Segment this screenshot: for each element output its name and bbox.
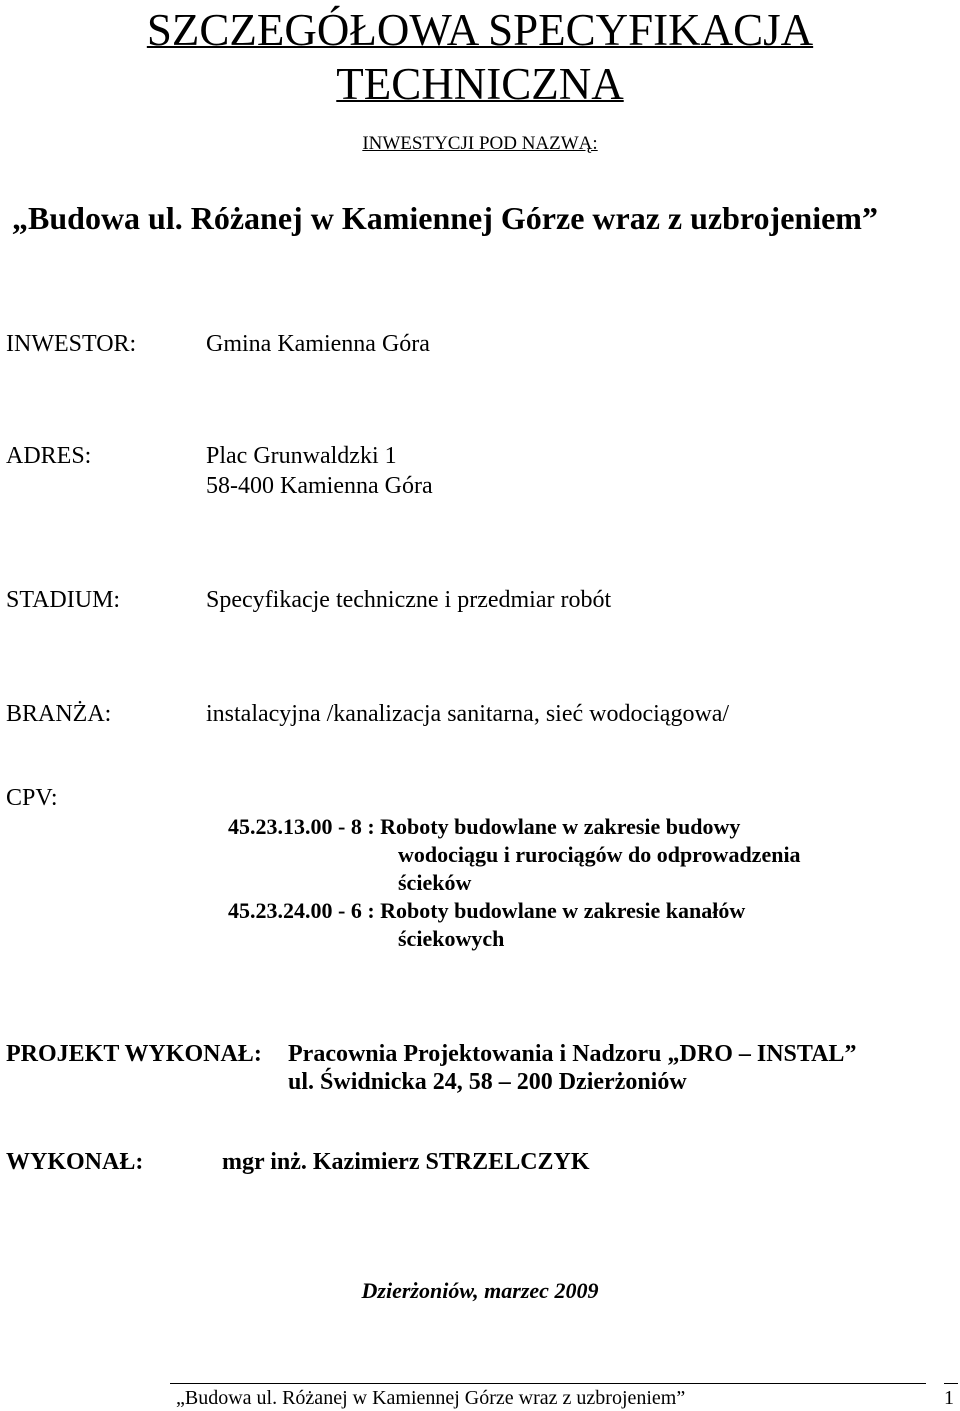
branch-value: instalacyjna /kanalizacja sanitarna, sieć wodociągowa/ (206, 701, 730, 727)
project-line2: ul. Świdnicka 24, 58 – 200 Dzierżoniów (288, 1069, 687, 1095)
project-line1: Pracownia Projektowania i Nadzoru „DRO – INSTAL” (288, 1041, 857, 1067)
cpv-entry-1-line1: 45.23.13.00 - 8 : Roboty budowlane w zakresie budowy (228, 814, 741, 839)
footer-rule (170, 1383, 926, 1384)
page-number-rule (944, 1383, 958, 1384)
address-line1: Plac Grunwaldzki 1 (206, 443, 397, 469)
cpv-label: CPV: (6, 785, 58, 811)
author-label: WYKONAŁ: (6, 1149, 144, 1175)
cpv-entry-1-line3: ścieków (398, 870, 472, 895)
project-label: PROJEKT WYKONAŁ: (6, 1041, 262, 1067)
document-title-line1: SZCZEGÓŁOWA SPECYFIKACJA (146, 5, 814, 55)
stage-value: Specyfikacje techniczne i przedmiar robót (206, 587, 612, 613)
stage-label: STADIUM: (6, 587, 121, 613)
cpv-entry-2-line2: ściekowych (398, 926, 505, 951)
document-subtitle: INWESTYCJI POD NAZWĄ: (362, 133, 598, 154)
investment-name: „Budowa ul. Różanej w Kamiennej Górze wraz z uzbrojeniem” (12, 200, 878, 236)
investor-label: INWESTOR: (6, 331, 137, 357)
cpv-entry-1-line2: wodociągu i rurociągów do odprowadzenia (398, 842, 801, 867)
address-line2: 58-400 Kamienna Góra (206, 473, 433, 499)
author-value: mgr inż. Kazimierz STRZELCZYK (222, 1149, 590, 1175)
address-label: ADRES: (6, 443, 92, 469)
cpv-entry-2-line1: 45.23.24.00 - 6 : Roboty budowlane w zakresie kanałów (228, 898, 746, 923)
footer-text: „Budowa ul. Różanej w Kamiennej Górze wraz z uzbrojeniem” (176, 1387, 686, 1409)
document-title-line2: TECHNICZNA (336, 59, 624, 109)
investor-value: Gmina Kamienna Góra (206, 331, 430, 357)
branch-label: BRANŻA: (6, 701, 112, 727)
page-number: 1 (944, 1387, 954, 1409)
place-date: Dzierżoniów, marzec 2009 (361, 1278, 599, 1303)
